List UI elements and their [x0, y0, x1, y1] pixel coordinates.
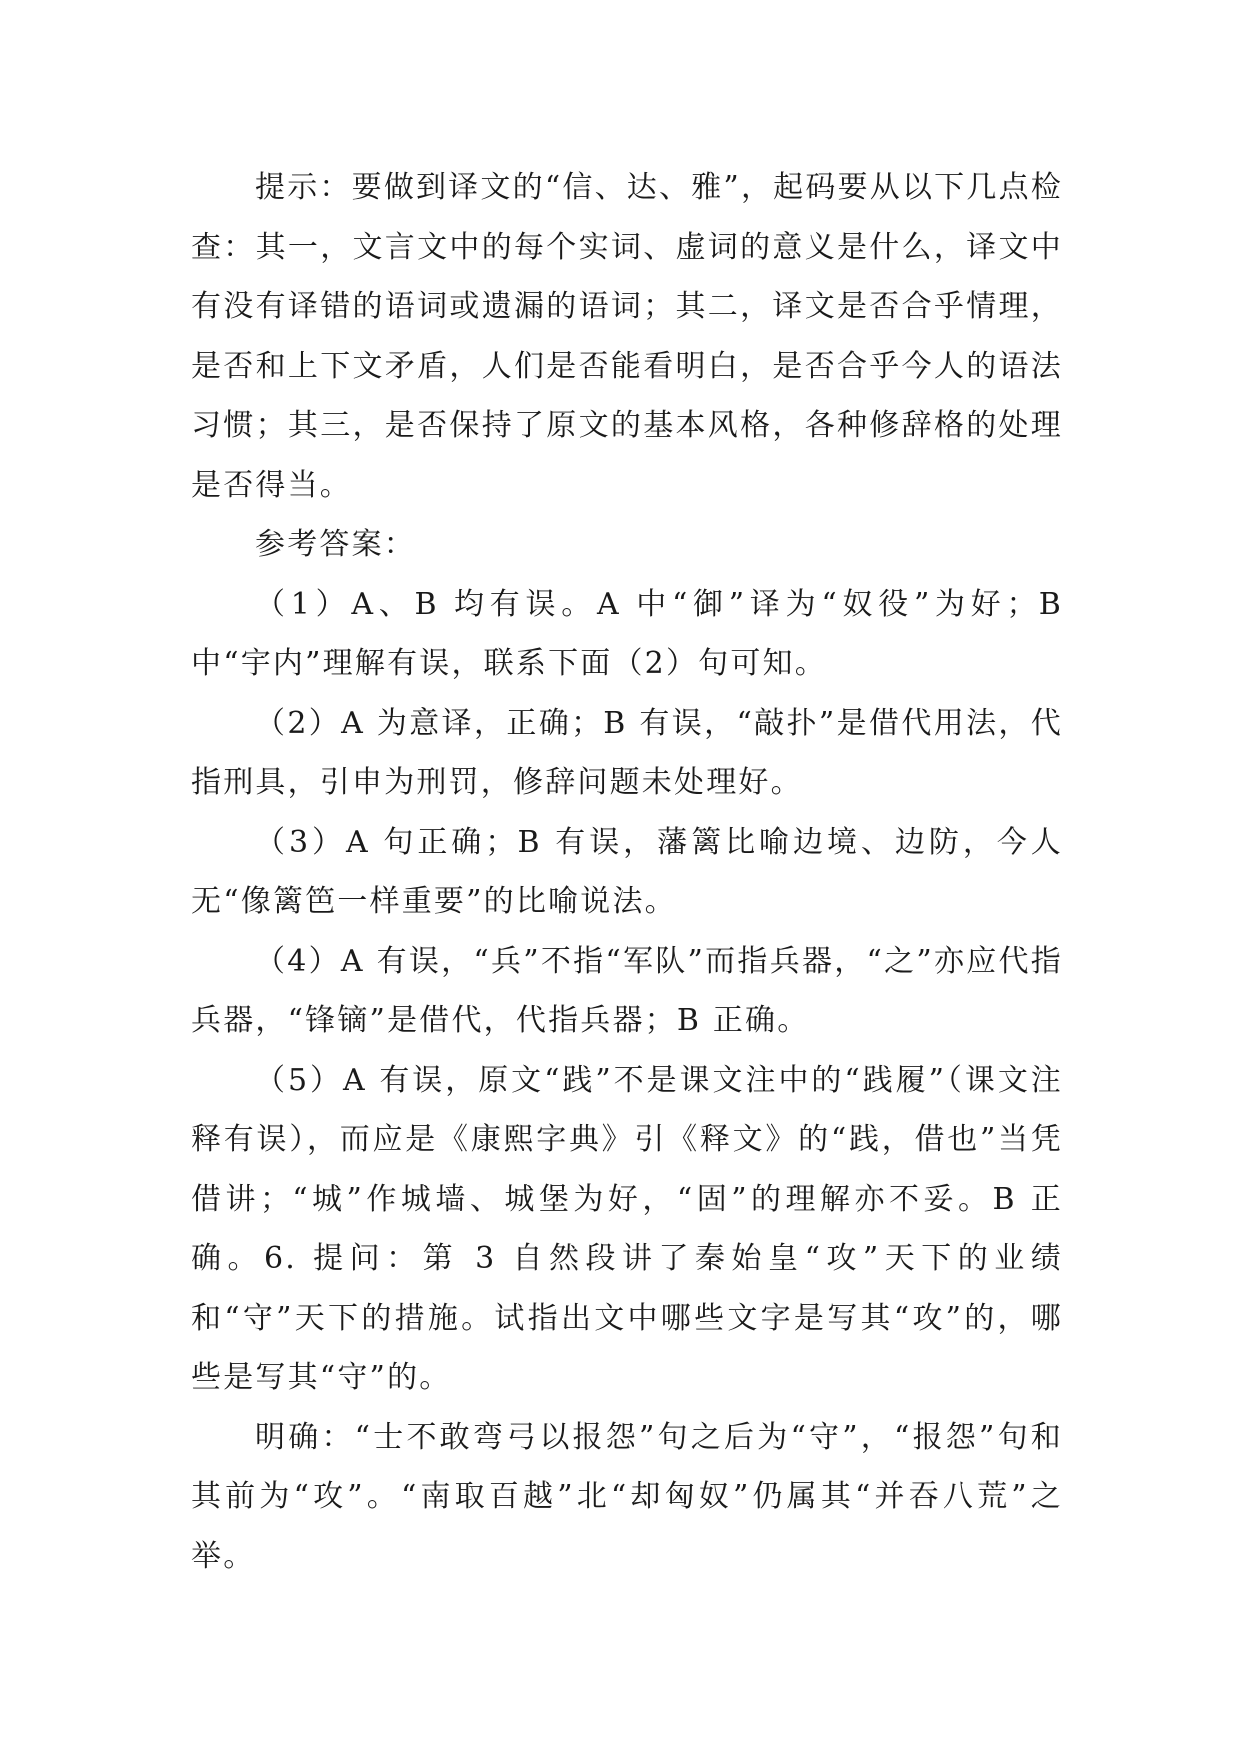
paragraph-clarification: 明确：“士不敢弯弓以报怨”句之后为“守”，“报怨”句和其前为“攻”。“南取百越”北“却匈奴”仍属其“并吞八荒”之举。 — [191, 1419, 1063, 1574]
paragraph-answer-2: （2）A 为意译，正确；B 有误，“敲扑”是借代用法，代指刑具，引申为刑罚，修辞问题未处理好。 — [191, 705, 1063, 800]
paragraph-answer-1: （1）A、B 均有误。A 中“御”译为“奴役”为好；B 中“宇内”理解有误，联系下面（2）句可知。 — [191, 586, 1063, 681]
paragraph-reference-answer-heading: 参考答案： — [255, 527, 416, 562]
paragraph-hint: 提示：要做到译文的“信、达、雅”，起码要从以下几点检查：其一，文言文中的每个实词、虚词的意义是什么，译文中有没有译错的语词或遗漏的语词；其二，译文是否合乎情理，是否和上下文矛盾，人们是否能看明白，是否合乎今人的语法习惯；其三，是否保持了原文的基本风格，各种修辞格的处理是否得当。 — [191, 170, 1063, 503]
document-body — [191, 158, 1063, 1586]
paragraph-answer-3: （3）A 句正确；B 有误，藩篱比喻边境、边防，今人无“像篱笆一样重要”的比喻说法。 — [191, 824, 1063, 919]
paragraph-answer-4: （4）A 有误，“兵”不指“军队”而指兵器，“之”亦应代指兵器，“锋镝”是借代，代指兵器；B 正确。 — [191, 943, 1063, 1038]
paragraph-answer-5: （5）A 有误，原文“践”不是课文注中的“践履”（课文注释有误），而应是《康熙字典》引《释文》的“践，借也”当凭借讲；“城”作城墙、城堡为好，“固”的理解亦不妥。B 正确。6. 提问：第 3 自然段讲了秦始皇“攻”天下的业绩和“守”天下的措施。试指出文中哪些文字是写其“攻”的，哪些是写其“守”的。 — [191, 1062, 1063, 1395]
